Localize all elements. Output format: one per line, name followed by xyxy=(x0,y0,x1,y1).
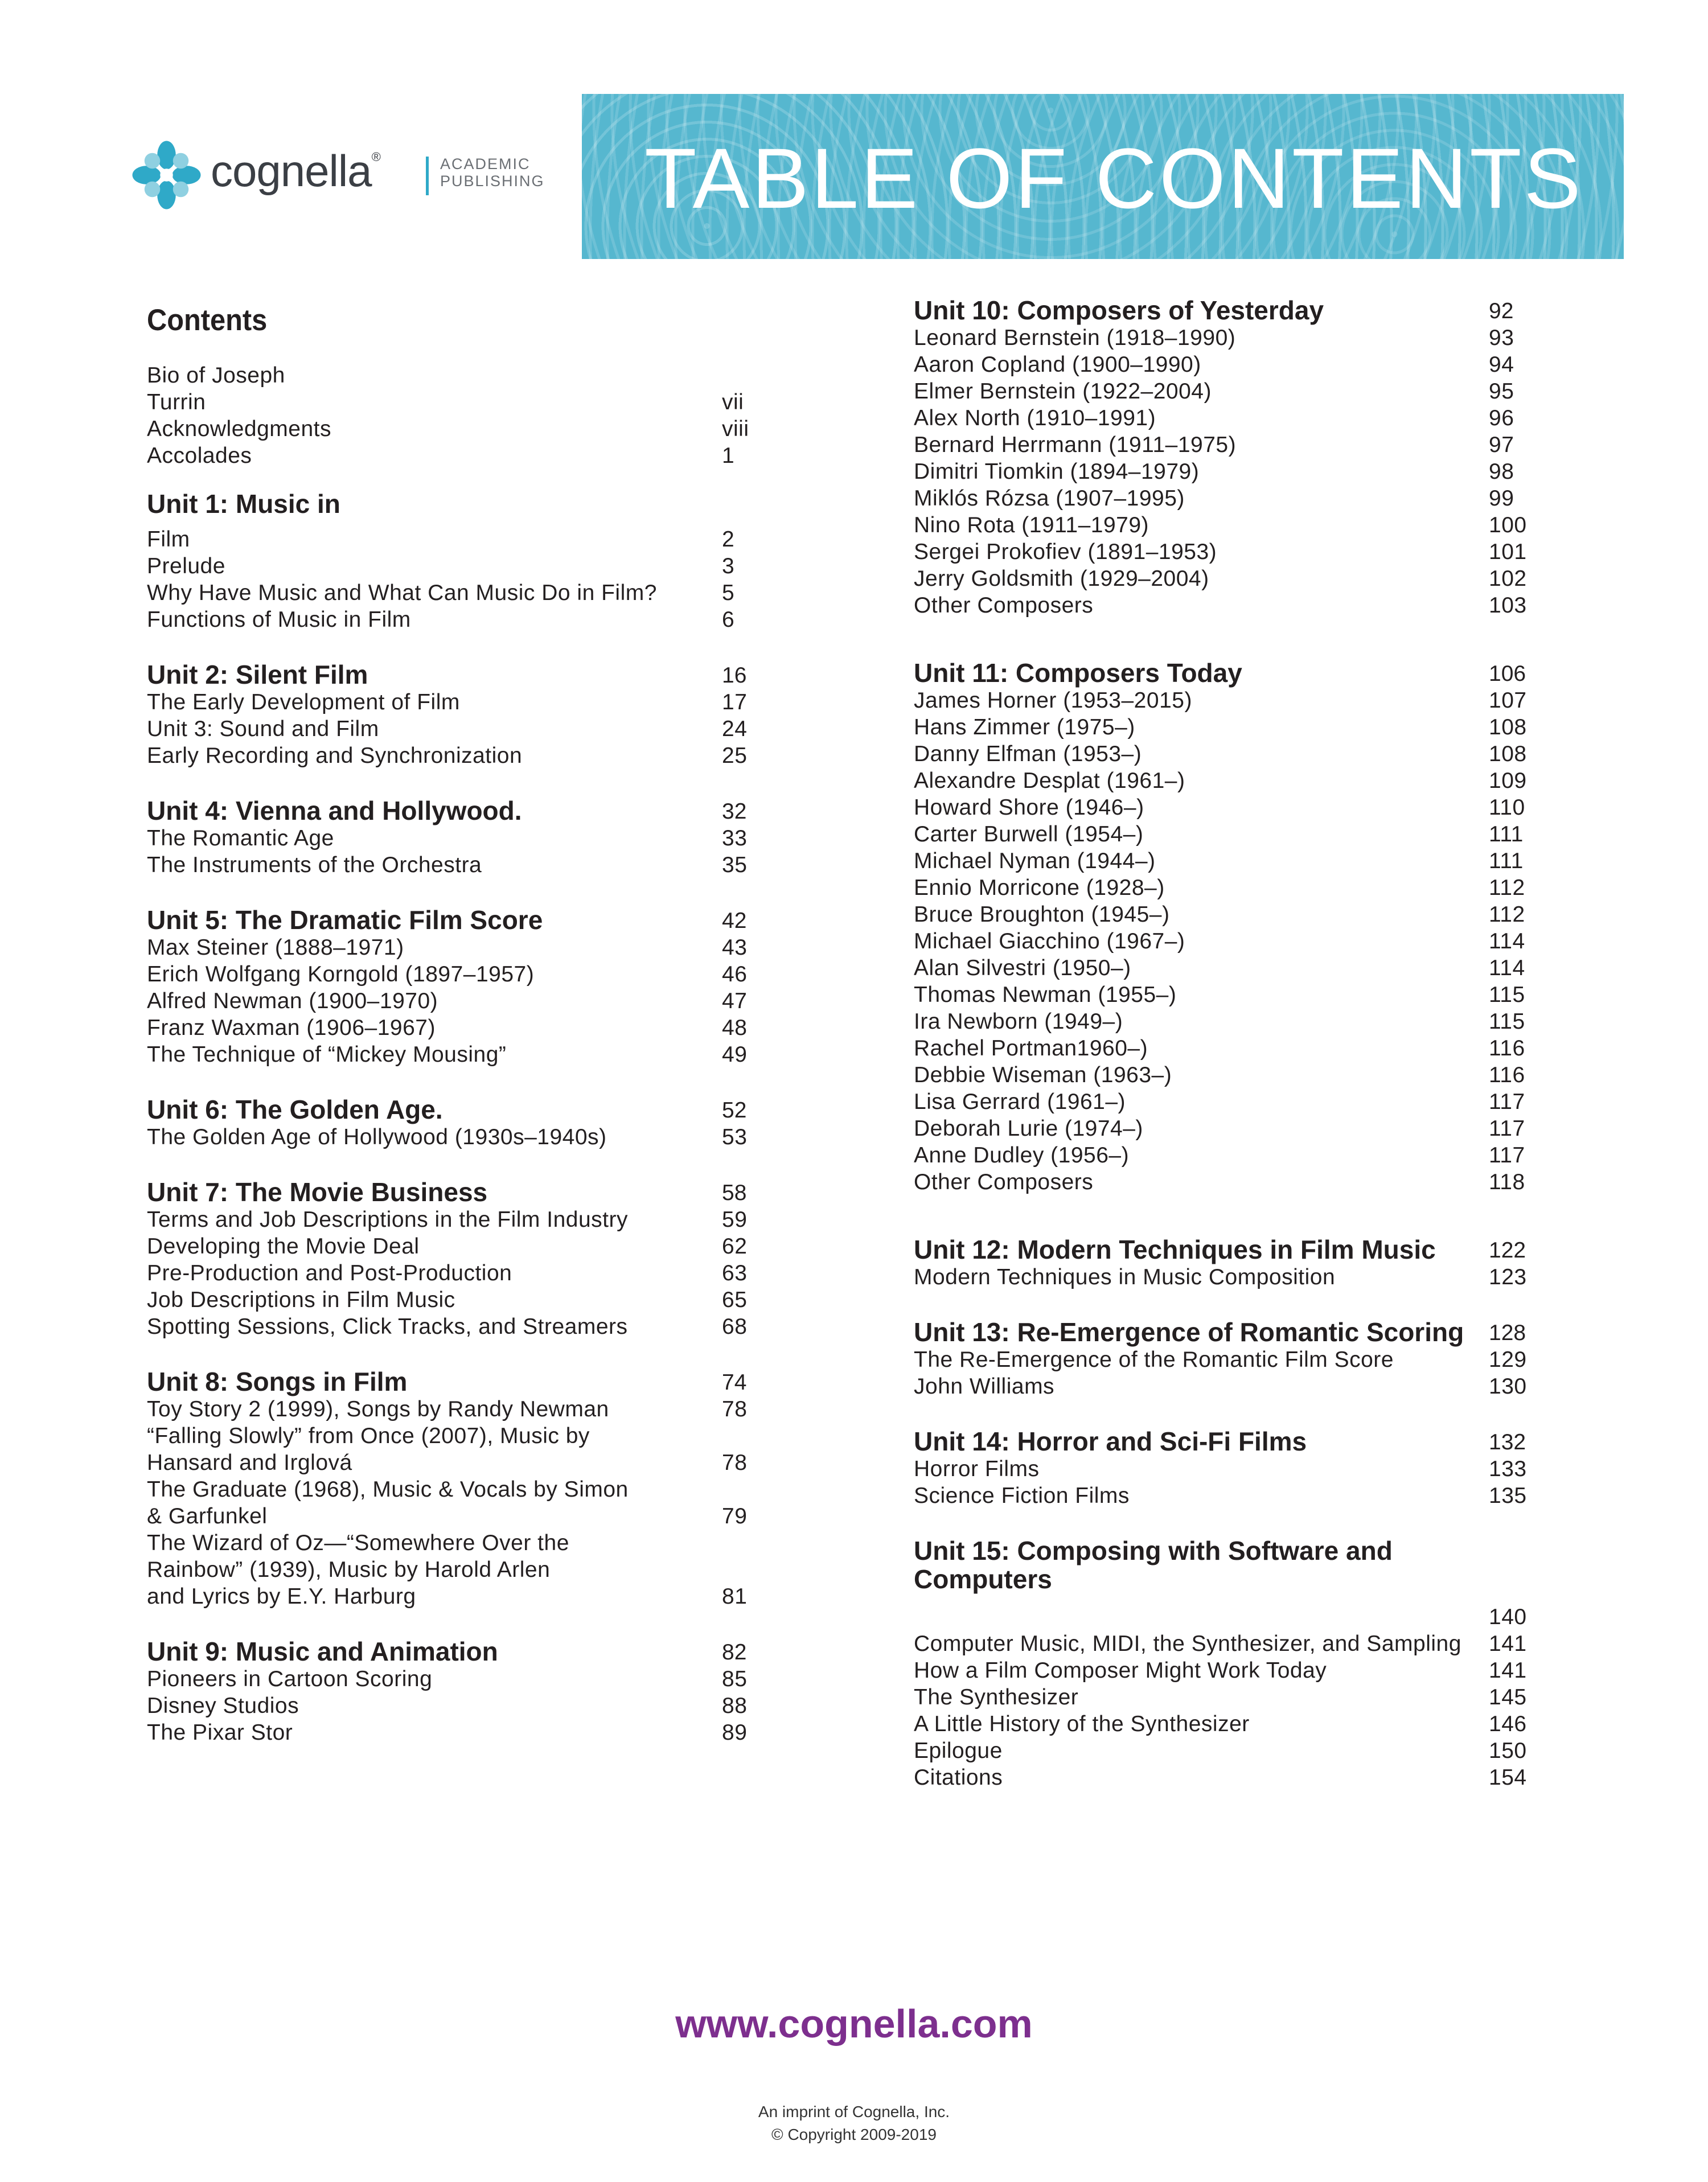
entry-page: 112 xyxy=(1489,902,1525,927)
toc-entry[interactable] xyxy=(147,1233,756,1260)
toc-entry[interactable] xyxy=(914,592,1534,619)
entry-page: 107 xyxy=(1489,688,1527,713)
toc-entry[interactable] xyxy=(147,1287,756,1313)
toc-unit xyxy=(147,490,756,633)
entry-page: 17 xyxy=(722,690,748,714)
entry-label: Lisa Gerrard (1961–) xyxy=(914,1090,1126,1114)
entry-label: Dimitri Tiomkin (1894–1979) xyxy=(914,459,1200,484)
entry-label: Deborah Lurie (1974–) xyxy=(914,1116,1143,1141)
unit-page: 82 xyxy=(722,1640,747,1665)
entry-page: 140 xyxy=(1489,1605,1527,1629)
entry-label: Terms and Job Descriptions in the Film Industry xyxy=(147,1207,628,1232)
entry-label: Rainbow” (1939), Music by Harold Arlen xyxy=(147,1558,551,1582)
entry-label: Alan Silvestri (1950–) xyxy=(914,956,1131,980)
toc-entry[interactable] xyxy=(914,512,1534,539)
entry-page: 112 xyxy=(1489,876,1525,900)
toc-entry[interactable] xyxy=(914,1062,1534,1088)
entry-page: 79 xyxy=(722,1504,748,1528)
entry-label: & Garfunkel xyxy=(147,1504,268,1528)
logo-subtitle-line-2: PUBLISHING xyxy=(440,172,545,190)
toc-right-column xyxy=(914,296,1534,1791)
toc-unit xyxy=(147,1178,756,1340)
entry-page: 3 xyxy=(722,554,735,578)
entry-label: Alex North (1910–1991) xyxy=(914,406,1156,430)
entry-page: 109 xyxy=(1489,769,1527,793)
toc-entry[interactable] xyxy=(914,1373,1534,1400)
entry-label: “Falling Slowly” from Once (2007), Music by xyxy=(147,1424,590,1448)
entry-page: 115 xyxy=(1489,983,1525,1007)
entry-page: 154 xyxy=(1489,1765,1527,1790)
toc-entry[interactable] xyxy=(147,1719,756,1746)
toc-entry[interactable] xyxy=(147,1423,756,1449)
logo-wordmark: cognella® xyxy=(211,146,380,196)
entry-page: 141 xyxy=(1489,1632,1527,1656)
entry-page: 145 xyxy=(1489,1685,1527,1710)
title-banner xyxy=(582,94,1624,259)
unit-page: 106 xyxy=(1489,661,1526,686)
entry-page: 141 xyxy=(1489,1658,1527,1683)
entry-label: Alexandre Desplat (1961–) xyxy=(914,769,1185,793)
toc-entry[interactable] xyxy=(914,1088,1534,1115)
entry-label: Other Composers xyxy=(914,1170,1094,1194)
entry-label: Michael Giacchino (1967–) xyxy=(914,929,1185,954)
entry-page: 118 xyxy=(1489,1170,1525,1194)
entry-page: 116 xyxy=(1489,1063,1525,1087)
entry-label: Pioneers in Cartoon Scoring xyxy=(147,1667,433,1691)
entry-page: 133 xyxy=(1489,1457,1527,1481)
entry-page: vii xyxy=(722,390,744,414)
entry-label: Unit 3: Sound and Film xyxy=(147,717,379,741)
toc-entry[interactable] xyxy=(914,1604,1534,1630)
entry-page: 89 xyxy=(722,1720,748,1745)
entry-page: 96 xyxy=(1489,406,1514,430)
toc-entry[interactable] xyxy=(914,1264,1534,1291)
entry-label: Computer Music, MIDI, the Synthesizer, and Sampling xyxy=(914,1632,1461,1656)
toc-entry[interactable] xyxy=(914,928,1534,955)
entry-page: 59 xyxy=(722,1207,748,1232)
toc-entry[interactable] xyxy=(914,1737,1534,1764)
unit-title: Unit 15: Composing with Software and Computers xyxy=(914,1536,1393,1594)
unit-page: 42 xyxy=(722,909,747,933)
toc-entry[interactable] xyxy=(147,852,756,878)
toc-entry[interactable] xyxy=(147,1014,756,1041)
entry-page: 97 xyxy=(1489,433,1514,457)
toc-entry[interactable] xyxy=(914,458,1534,485)
toc-unit xyxy=(147,1367,756,1610)
unit-page: 128 xyxy=(1489,1321,1526,1345)
entry-label: Early Recording and Synchronization xyxy=(147,743,523,768)
unit-title: Unit 11: Composers Today xyxy=(914,658,1242,688)
entry-label: Why Have Music and What Can Music Do in Film? xyxy=(147,581,657,605)
toc-unit xyxy=(147,796,756,878)
unit-page: 122 xyxy=(1489,1238,1526,1263)
toc-entry[interactable] xyxy=(147,442,756,469)
toc-entry[interactable] xyxy=(147,1476,756,1503)
entry-label: The Instruments of the Orchestra xyxy=(147,853,482,877)
entry-label: Sergei Prokofiev (1891–1953) xyxy=(914,540,1217,564)
unit-title: Unit 2: Silent Film xyxy=(147,660,368,689)
entry-page: 129 xyxy=(1489,1347,1527,1372)
toc-entry[interactable] xyxy=(147,689,756,716)
entry-page: 101 xyxy=(1489,540,1527,564)
entry-label: Thomas Newman (1955–) xyxy=(914,983,1177,1007)
toc-entry[interactable] xyxy=(147,1449,756,1476)
toc-entry[interactable] xyxy=(914,1764,1534,1791)
entry-page: 47 xyxy=(722,989,748,1013)
toc-entry[interactable] xyxy=(914,794,1534,821)
entry-page: 103 xyxy=(1489,593,1527,618)
unit-title: Unit 13: Re-Emergence of Romantic Scoring xyxy=(914,1317,1464,1347)
toc-entry[interactable] xyxy=(914,324,1534,351)
entry-page: 111 xyxy=(1489,822,1524,846)
entry-page: 88 xyxy=(722,1694,748,1718)
entry-page: 93 xyxy=(1489,326,1514,350)
entry-label: Citations xyxy=(914,1765,1003,1790)
entry-page: 99 xyxy=(1489,486,1514,511)
entry-label: The Early Development of Film xyxy=(147,690,460,714)
entry-label: Alfred Newman (1900–1970) xyxy=(147,989,438,1013)
entry-page: 25 xyxy=(722,743,748,768)
toc-entry[interactable] xyxy=(147,362,756,389)
toc-entry[interactable] xyxy=(147,825,756,852)
unit-page: 52 xyxy=(722,1098,747,1123)
entry-page: 117 xyxy=(1489,1090,1525,1114)
logo-subtitle-line-1: ACADEMIC xyxy=(440,155,531,172)
toc-entry[interactable] xyxy=(914,1169,1534,1195)
toc-unit xyxy=(914,1318,1534,1400)
entry-label: John Williams xyxy=(914,1374,1055,1399)
entry-page: 53 xyxy=(722,1125,748,1149)
unit-title: Unit 14: Horror and Sci-Fi Films xyxy=(914,1427,1307,1456)
toc-entry[interactable] xyxy=(147,1666,756,1692)
unit-heading[interactable] xyxy=(914,1427,1534,1456)
unit-title: Unit 4: Vienna and Hollywood. xyxy=(147,796,522,825)
toc-entry[interactable] xyxy=(914,1035,1534,1062)
unit-heading[interactable] xyxy=(147,1178,756,1206)
entry-label: Franz Waxman (1906–1967) xyxy=(147,1016,436,1040)
entry-label: The Graduate (1968), Music & Vocals by Simon xyxy=(147,1477,629,1502)
entry-label: Ennio Morricone (1928–) xyxy=(914,876,1165,900)
unit-page: 74 xyxy=(722,1370,747,1395)
unit-heading[interactable] xyxy=(147,1637,756,1666)
entry-page: 1 xyxy=(722,443,735,468)
toc-entry[interactable] xyxy=(914,539,1534,565)
unit-title: Unit 1: Music in xyxy=(147,489,340,519)
entry-page: 114 xyxy=(1489,956,1525,980)
entry-page: 94 xyxy=(1489,352,1514,377)
unit-heading[interactable] xyxy=(147,796,756,825)
toc-entry[interactable] xyxy=(147,526,756,553)
toc-entry[interactable] xyxy=(914,1142,1534,1169)
entry-label: Bernard Herrmann (1911–1975) xyxy=(914,433,1237,457)
entry-label: Hansard and Irglová xyxy=(147,1450,352,1475)
unit-heading[interactable] xyxy=(914,296,1534,324)
entry-page: 2 xyxy=(722,527,735,552)
entry-label: Accolades xyxy=(147,443,252,468)
entry-page: 130 xyxy=(1489,1374,1527,1399)
entry-page: 117 xyxy=(1489,1143,1525,1168)
toc-unit xyxy=(147,1095,756,1150)
entry-label: How a Film Composer Might Work Today xyxy=(914,1658,1327,1683)
toc-entry[interactable] xyxy=(147,416,756,442)
entry-label: A Little History of the Synthesizer xyxy=(914,1712,1250,1736)
copyright-text: © Copyright 2009-2019 xyxy=(771,2126,937,2143)
toc-unit xyxy=(147,1637,756,1746)
unit-heading[interactable] xyxy=(147,1095,756,1124)
cognella-flower-icon xyxy=(131,139,202,211)
entry-label: Functions of Music in Film xyxy=(147,607,411,632)
toc-entry[interactable] xyxy=(914,405,1534,432)
toc-entry[interactable] xyxy=(914,565,1534,592)
entry-label: Erich Wolfgang Korngold (1897–1957) xyxy=(147,962,535,987)
unit-page: 132 xyxy=(1489,1430,1526,1454)
entry-page: 146 xyxy=(1489,1712,1527,1736)
entry-page: 100 xyxy=(1489,513,1527,537)
unit-title: Unit 9: Music and Animation xyxy=(147,1637,498,1666)
entry-page: 115 xyxy=(1489,1009,1525,1034)
toc-entry[interactable] xyxy=(147,934,756,961)
entry-page: 6 xyxy=(722,607,735,632)
entry-page: 78 xyxy=(722,1450,748,1475)
toc-entry[interactable] xyxy=(914,378,1534,405)
unit-title: Unit 6: The Golden Age. xyxy=(147,1095,443,1124)
entry-page: viii xyxy=(722,417,749,441)
entry-label: Bruce Broughton (1945–) xyxy=(914,902,1170,927)
toc-entry[interactable] xyxy=(914,821,1534,848)
toc-entry[interactable] xyxy=(914,485,1534,512)
entry-page: 46 xyxy=(722,962,748,987)
unit-heading[interactable] xyxy=(914,1318,1534,1346)
entry-label: Bio of Joseph xyxy=(147,363,285,388)
toc-entry[interactable] xyxy=(147,580,756,606)
entry-label: Pre-Production and Post-Production xyxy=(147,1261,512,1285)
toc-entry[interactable] xyxy=(147,606,756,633)
toc-entry[interactable] xyxy=(914,741,1534,767)
entry-page: 78 xyxy=(722,1397,748,1421)
entry-label: Modern Techniques in Music Composition xyxy=(914,1265,1336,1289)
toc-entry[interactable] xyxy=(914,767,1534,794)
toc-entry[interactable] xyxy=(914,351,1534,378)
toc-entry[interactable] xyxy=(914,1346,1534,1373)
toc-entry[interactable] xyxy=(914,1630,1534,1657)
entry-page: 81 xyxy=(722,1584,748,1609)
entry-page: 62 xyxy=(722,1234,748,1259)
toc-entry[interactable] xyxy=(914,687,1534,714)
entry-page: 24 xyxy=(722,717,748,741)
entry-label: The Technique of “Mickey Mousing” xyxy=(147,1042,507,1067)
entry-label: Turrin xyxy=(147,390,206,414)
entry-page: 5 xyxy=(722,581,735,605)
entry-page: 63 xyxy=(722,1261,748,1285)
toc-entry[interactable] xyxy=(147,1396,756,1423)
unit-heading[interactable] xyxy=(147,490,756,518)
entry-page: 95 xyxy=(1489,379,1514,404)
entry-label: The Romantic Age xyxy=(147,826,334,850)
entry-label: Jerry Goldsmith (1929–2004) xyxy=(914,566,1209,591)
entry-label: Acknowledgments xyxy=(147,417,331,441)
toc-entry[interactable] xyxy=(914,901,1534,928)
toc-entry[interactable] xyxy=(147,1124,756,1150)
toc-entry[interactable] xyxy=(914,874,1534,901)
entry-label: Aaron Copland (1900–1990) xyxy=(914,352,1201,377)
entry-label: Anne Dudley (1956–) xyxy=(914,1143,1130,1168)
toc-entry[interactable] xyxy=(147,1260,756,1287)
entry-label: The Golden Age of Hollywood (1930s–1940s) xyxy=(147,1125,607,1149)
entry-page: 68 xyxy=(722,1314,748,1339)
unit-heading[interactable] xyxy=(914,1235,1534,1264)
entry-page: 43 xyxy=(722,935,748,960)
toc-entry[interactable] xyxy=(147,742,756,769)
entry-page: 117 xyxy=(1489,1116,1525,1141)
toc-unit xyxy=(914,1235,1534,1291)
entry-page: 98 xyxy=(1489,459,1514,484)
toc-entry[interactable] xyxy=(914,1684,1534,1711)
entry-page: 48 xyxy=(722,1016,748,1040)
entry-page: 35 xyxy=(722,853,748,877)
entry-page: 65 xyxy=(722,1288,748,1312)
publisher-website-link[interactable]: www.cognella.com xyxy=(675,2002,1033,2046)
contents-heading: Contents xyxy=(147,303,268,337)
imprint-text: An imprint of Cognella, Inc. xyxy=(758,2103,950,2121)
entry-label: Leonard Bernstein (1918–1990) xyxy=(914,326,1236,350)
entry-page: 114 xyxy=(1489,929,1525,954)
entry-label: Danny Elfman (1953–) xyxy=(914,742,1142,766)
toc-unit xyxy=(914,659,1534,1195)
entry-label: Spotting Sessions, Click Tracks, and Streamers xyxy=(147,1314,628,1339)
unit-heading[interactable] xyxy=(914,1536,1534,1593)
toc-unit xyxy=(914,1427,1534,1509)
entry-page: 108 xyxy=(1489,715,1527,739)
entry-label: Disney Studios xyxy=(147,1694,299,1718)
entry-label: Job Descriptions in Film Music xyxy=(147,1288,455,1312)
unit-title: Unit 5: The Dramatic Film Score xyxy=(147,905,543,935)
unit-heading[interactable] xyxy=(914,659,1534,687)
toc-entry[interactable] xyxy=(147,1556,756,1583)
toc-left-column xyxy=(147,296,756,1746)
entry-label: Toy Story 2 (1999), Songs by Randy Newman xyxy=(147,1397,609,1421)
toc-entry[interactable] xyxy=(914,848,1534,874)
logo-subtitle xyxy=(440,155,545,190)
toc-entry[interactable] xyxy=(147,389,756,416)
unit-title: Unit 10: Composers of Yesterday xyxy=(914,295,1324,325)
toc-entry[interactable] xyxy=(914,1711,1534,1737)
entry-label: Epilogue xyxy=(914,1739,1003,1763)
toc-entry[interactable] xyxy=(914,981,1534,1008)
entry-label: Science Fiction Films xyxy=(914,1484,1130,1508)
toc-unit xyxy=(147,660,756,769)
entry-label: The Wizard of Oz—“Somewhere Over the xyxy=(147,1531,569,1555)
entry-page: 85 xyxy=(722,1667,748,1691)
entry-page: 135 xyxy=(1489,1484,1527,1508)
entry-label: Miklós Rózsa (1907–1995) xyxy=(914,486,1185,511)
entry-label: Ira Newborn (1949–) xyxy=(914,1009,1123,1034)
entry-label: Hans Zimmer (1975–) xyxy=(914,715,1135,739)
toc-entry[interactable] xyxy=(914,1657,1534,1684)
logo-divider xyxy=(426,157,429,195)
page-title: TABLE OF CONTENTS xyxy=(644,130,1583,226)
entry-page: 102 xyxy=(1489,566,1527,591)
toc-unit xyxy=(914,296,1534,619)
entry-page: 123 xyxy=(1489,1265,1527,1289)
unit-title: Unit 7: The Movie Business xyxy=(147,1177,488,1207)
toc-unit xyxy=(147,906,756,1068)
toc-entry[interactable] xyxy=(147,1530,756,1556)
toc-entry[interactable] xyxy=(147,1041,756,1068)
entry-label: Horror Films xyxy=(914,1457,1040,1481)
toc-entry[interactable] xyxy=(914,432,1534,458)
entry-label: Film xyxy=(147,527,190,552)
entry-page: 33 xyxy=(722,826,748,850)
toc-entry[interactable] xyxy=(147,1692,756,1719)
entry-label: and Lyrics by E.Y. Harburg xyxy=(147,1584,416,1609)
entry-label: The Re-Emergence of the Romantic Film Score xyxy=(914,1347,1394,1372)
registered-mark: ® xyxy=(371,150,380,164)
entry-page: 108 xyxy=(1489,742,1527,766)
unit-page: 16 xyxy=(722,663,747,688)
unit-heading[interactable] xyxy=(147,1367,756,1396)
entry-label: Nino Rota (1911–1979) xyxy=(914,513,1149,537)
entry-page: 116 xyxy=(1489,1036,1525,1061)
entry-label: Prelude xyxy=(147,554,225,578)
left-units xyxy=(147,490,756,1746)
toc-entry[interactable] xyxy=(147,1206,756,1233)
toc-entry[interactable] xyxy=(147,988,756,1014)
entry-label: Developing the Movie Deal xyxy=(147,1234,420,1259)
entry-page: 110 xyxy=(1489,795,1525,820)
toc-entry[interactable] xyxy=(147,1503,756,1530)
toc-entry[interactable] xyxy=(914,1115,1534,1142)
entry-label: Debbie Wiseman (1963–) xyxy=(914,1063,1172,1087)
unit-page: 32 xyxy=(722,799,747,824)
toc-entry[interactable] xyxy=(914,955,1534,981)
entry-label: Rachel Portman1960–) xyxy=(914,1036,1148,1061)
entry-page: 49 xyxy=(722,1042,748,1067)
toc-entry[interactable] xyxy=(147,1583,756,1610)
entry-label: James Horner (1953–2015) xyxy=(914,688,1192,713)
toc-unit xyxy=(914,1536,1534,1791)
entry-label: The Pixar Stor xyxy=(147,1720,293,1745)
toc-entry[interactable] xyxy=(914,1008,1534,1035)
unit-title: Unit 8: Songs in Film xyxy=(147,1367,408,1396)
toc-entry[interactable] xyxy=(147,1313,756,1340)
toc-entry[interactable] xyxy=(914,714,1534,741)
entry-page: 111 xyxy=(1489,849,1524,873)
entry-page: 150 xyxy=(1489,1739,1527,1763)
entry-label: Michael Nyman (1944–) xyxy=(914,849,1156,873)
entry-label: The Synthesizer xyxy=(914,1685,1079,1710)
unit-heading[interactable] xyxy=(147,906,756,934)
toc-entry[interactable] xyxy=(147,716,756,742)
entry-label: Howard Shore (1946–) xyxy=(914,795,1144,820)
unit-page: 58 xyxy=(722,1181,747,1205)
footer-imprint xyxy=(0,2101,1708,2146)
entry-label: Elmer Bernstein (1922–2004) xyxy=(914,379,1212,404)
toc-entry[interactable] xyxy=(147,553,756,580)
toc-entry[interactable] xyxy=(914,1456,1534,1482)
toc-entry[interactable] xyxy=(914,1482,1534,1509)
entry-label: Max Steiner (1888–1971) xyxy=(147,935,404,960)
right-units xyxy=(914,296,1534,1791)
entry-label: Carter Burwell (1954–) xyxy=(914,822,1144,846)
entry-label: Other Composers xyxy=(914,593,1094,618)
unit-title: Unit 12: Modern Techniques in Film Music xyxy=(914,1235,1436,1264)
unit-heading[interactable] xyxy=(147,660,756,689)
toc-entry[interactable] xyxy=(147,961,756,988)
unit-page: 92 xyxy=(1489,299,1514,323)
front-matter xyxy=(147,362,756,469)
